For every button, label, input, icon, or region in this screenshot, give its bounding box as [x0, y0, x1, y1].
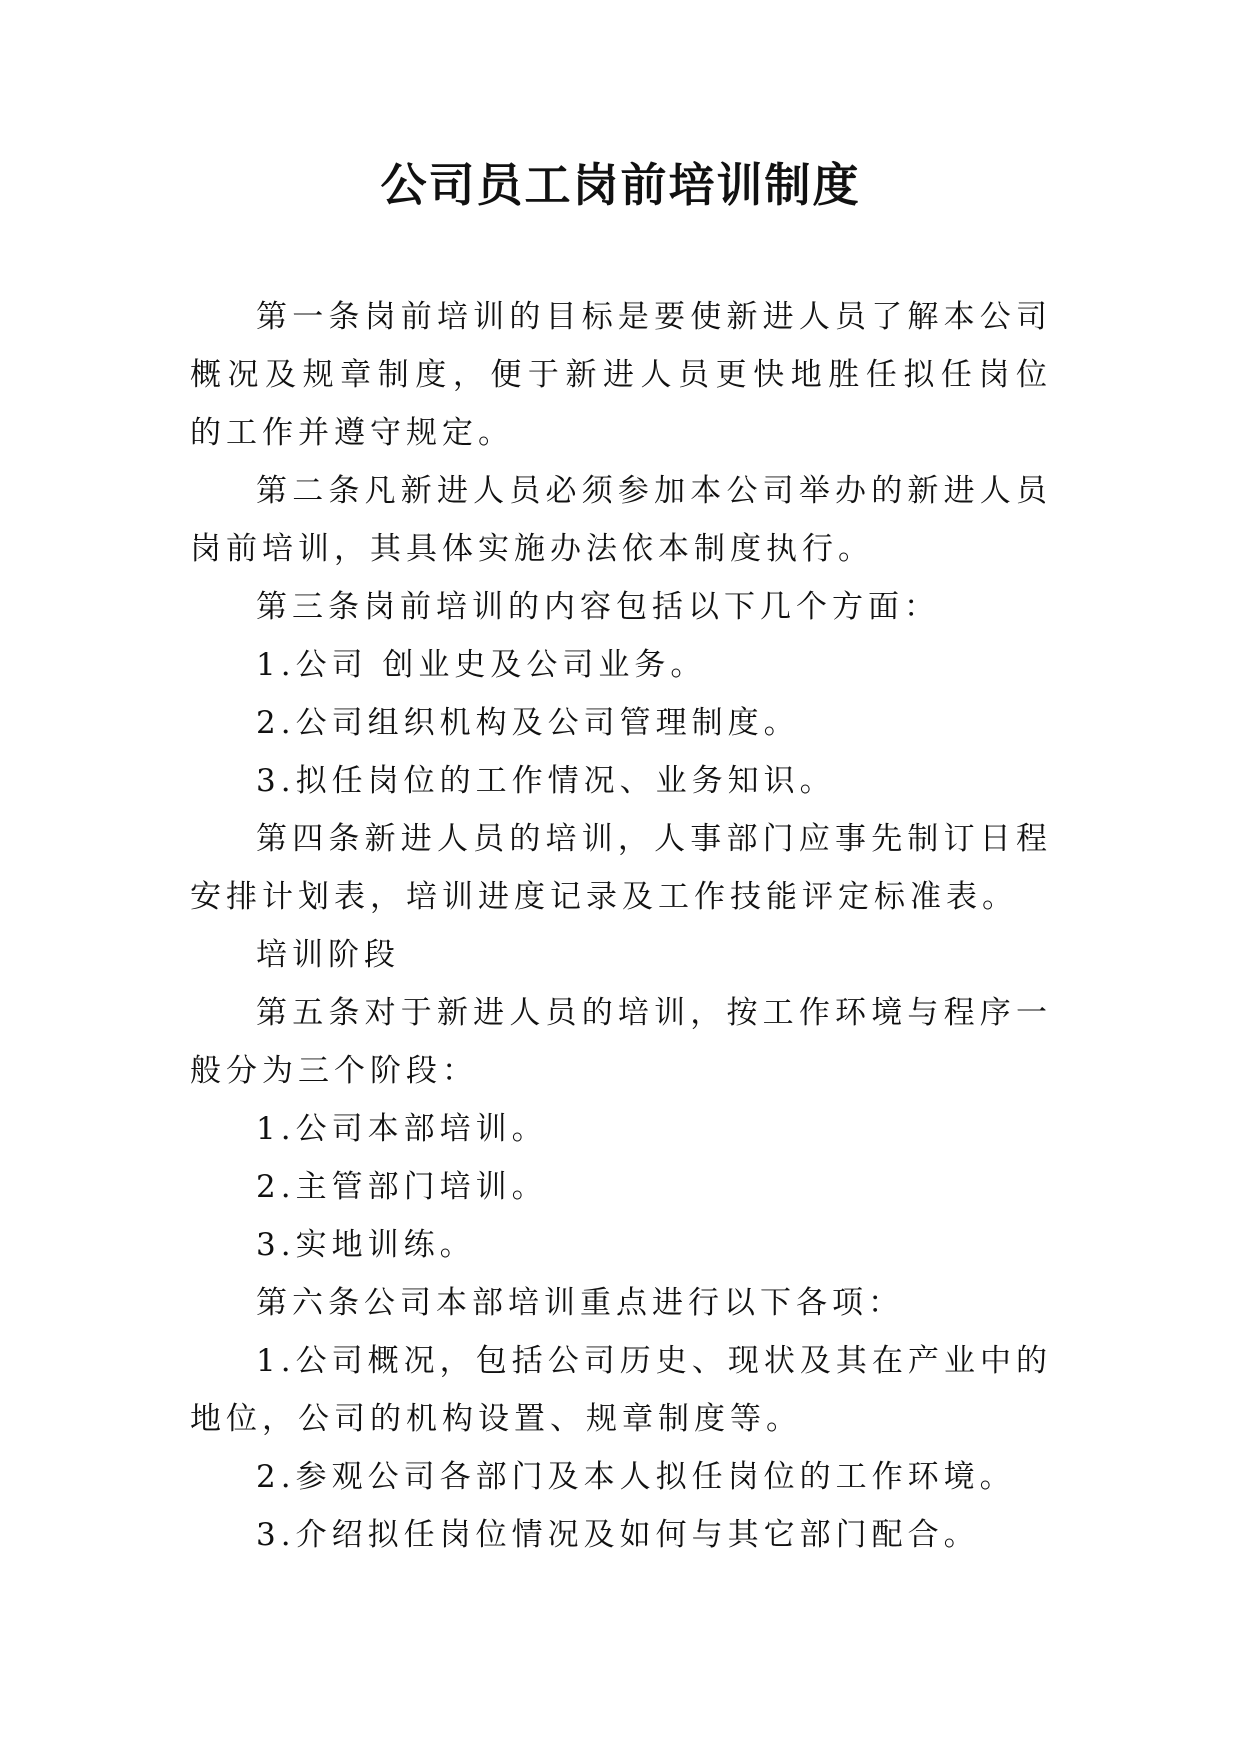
paragraph-article-5: 第五条对于新进人员的培训，按工作环境与程序一般分为三个阶段：: [190, 995, 1052, 1089]
list-item: 1.公司本部培训。: [256, 1111, 548, 1147]
list-item: 1.公司 创业史及公司业务。: [256, 647, 707, 683]
document-title: 公司员工岗前培训制度: [380, 158, 861, 212]
paragraph-article-2: 第二条凡新进人员必须参加本公司举办的新进人员岗前培训，其具体实施办法依本制度执行。: [190, 473, 1052, 567]
paragraph-article-6: 第六条公司本部培训重点进行以下各项：: [256, 1285, 904, 1321]
list-item: 2.公司组织机构及公司管理制度。: [256, 705, 800, 741]
list-item: 2.参观公司各部门及本人拟任岗位的工作环境。: [256, 1459, 1016, 1495]
paragraph-article-4: 第四条新进人员的培训，人事部门应事先制订日程安排计划表，培训进度记录及工作技能评定标准表。: [190, 821, 1052, 915]
list-item: 3.实地训练。: [256, 1227, 476, 1263]
section-heading: 培训阶段: [256, 937, 400, 973]
list-item: 1.公司概况，包括公司历史、现状及其在产业中的地位，公司的机构设置、规章制度等。: [190, 1343, 1052, 1437]
list-item: 2.主管部门培训。: [256, 1169, 548, 1205]
list-item: 3.拟任岗位的工作情况、业务知识。: [256, 763, 836, 799]
paragraph-article-1: 第一条岗前培训的目标是要使新进人员了解本公司概况及规章制度，便于新进人员更快地胜任拟任岗位的工作并遵守规定。: [190, 299, 1052, 451]
paragraph-article-3: 第三条岗前培训的内容包括以下几个方面：: [256, 589, 940, 625]
document-body: [190, 288, 1052, 1564]
list-item: 3.介绍拟任岗位情况及如何与其它部门配合。: [256, 1517, 980, 1553]
